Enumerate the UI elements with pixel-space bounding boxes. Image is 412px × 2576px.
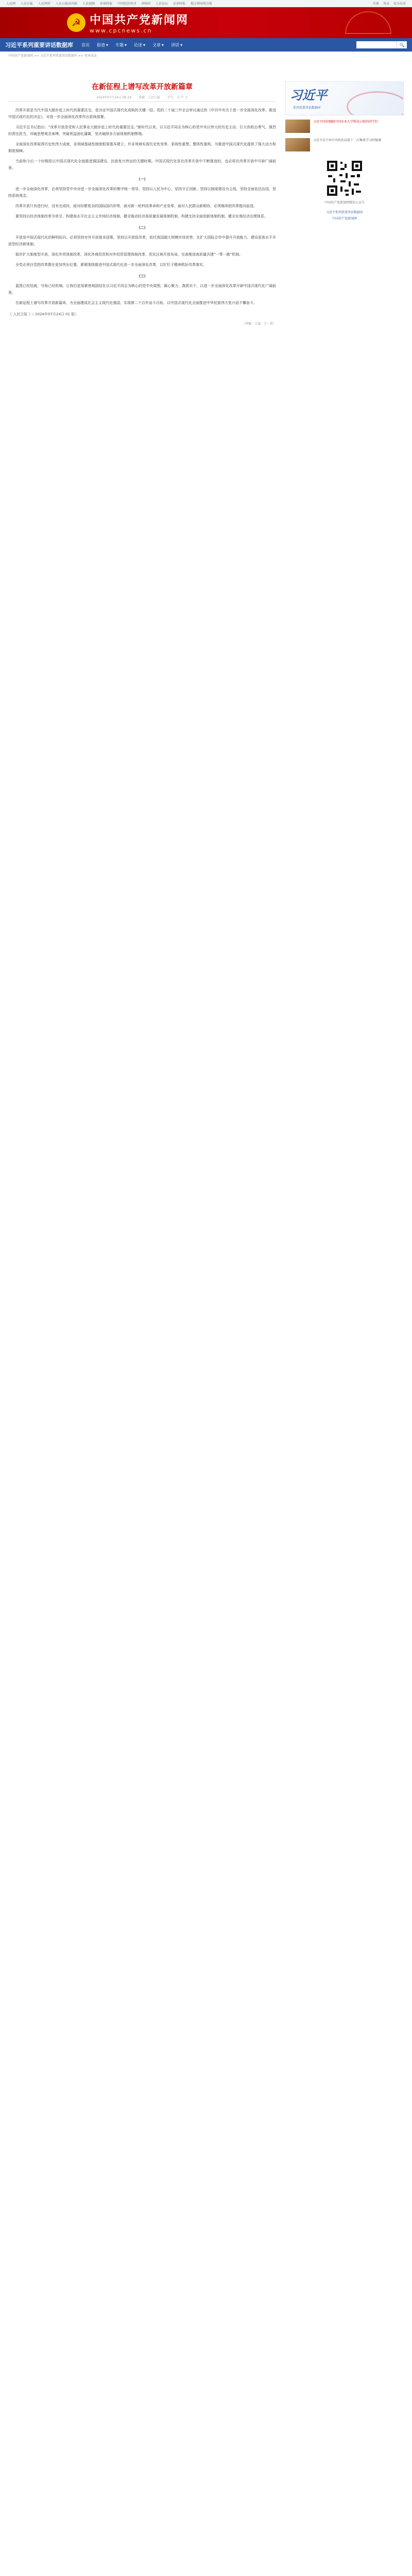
- top-link[interactable]: 中国经济周刊: [117, 2, 136, 6]
- main-content: [8, 59, 276, 326]
- chevron-down-icon: ▾: [125, 42, 127, 47]
- top-link[interactable]: 讲师团: [141, 2, 151, 6]
- search-box: [356, 41, 407, 48]
- search-input[interactable]: [356, 41, 397, 48]
- paragraph: 开放是中国式现代化的鲜明标识。必须坚持对外开放基本国策，坚持以开放促改革，依托我国超大规模市场优势，在扩大国际合作中提升开放能力，建设更高水平开放型经济新体制。: [8, 235, 276, 246]
- main-nav: [0, 38, 412, 52]
- site-banner: [0, 7, 412, 38]
- site-title: 中国共产党新闻网: [90, 13, 189, 27]
- nav-item-label: 首页: [81, 42, 90, 47]
- chevron-down-icon: ▾: [143, 42, 146, 47]
- top-links: [6, 1, 373, 6]
- sidebar-links: [285, 210, 404, 221]
- paragraph: 进一步全面深化改革，必须坚持党中央对进一步全面深化改革的集中统一领导，坚持以人民为中心，坚持守正创新，坚持以制度建设为主线，坚持全面依法治国，坚持系统观念。: [8, 187, 276, 198]
- font-size-control[interactable]: 字号：大 中 小: [167, 96, 188, 99]
- sidebar-link[interactable]: 中国共产党新闻网: [332, 217, 357, 221]
- chevron-down-icon: ▾: [106, 42, 109, 47]
- banner-title: 习近平: [290, 88, 327, 103]
- news-caption: 习近平在中共中央政治局第十二次集体学习时强调: [313, 139, 382, 142]
- paragraph: 稳步扩大制度型开放，深化外贸体制改革，深化外商投资和对外投资管理体制改革，优化区域开放布局，完善推进高质量共建“一带一路”机制。: [15, 252, 243, 257]
- news-caption: 习近平回信勉励中国农业大学科技小院的同学们: [313, 120, 379, 124]
- banner-subtitle: 系列重要讲话数据库: [293, 106, 321, 110]
- paragraph: 在新征程上谱写改革开放新篇章，为全面建成社会主义现代化强国、实现第二个百年奋斗目标，以中国式现代化全面推进中华民族伟大复兴而不懈奋斗。: [15, 301, 257, 305]
- nav-item-label: 文章: [152, 42, 161, 47]
- paragraph: 改革开放只有进行时，没有完成时。面对纷繁复杂的国际国内形势，面对新一轮科技革命和产业变革，面对人民群众新期待，必须继续把改革推向前进。: [15, 204, 257, 208]
- top-link[interactable]: 人民网评: [38, 2, 51, 6]
- news-thumbnail: [285, 120, 310, 133]
- article-body: [8, 107, 276, 326]
- qr-caption: 中国共产党新闻网微信公众号: [324, 201, 365, 205]
- publish-time: 2024年07月24日 08:19: [96, 96, 132, 99]
- nav-item-topics[interactable]: [115, 42, 127, 48]
- list-item[interactable]: [285, 138, 404, 151]
- divider: [8, 101, 276, 102]
- article-print-source: 《 人民日报 》（ 2024年07月24日 01 版）: [8, 312, 79, 316]
- paragraph: 蓝图已经绘就，号角已经吹响。让我们更加紧密地团结在以习近平同志为核心的党中央周围，凝心聚力、真抓实干，以进一步全面深化改革开辟中国式现代化广阔前景。: [8, 284, 276, 295]
- article-source: 来源：人民日报: [138, 96, 160, 99]
- banner-decoration: [345, 11, 391, 34]
- party-emblem-icon: ☭: [67, 13, 85, 32]
- sidebar-news-list: [285, 120, 404, 151]
- chevron-down-icon: ▾: [180, 42, 183, 47]
- search-icon[interactable]: 🔍: [397, 41, 407, 48]
- top-link[interactable]: 地方领导留言板: [191, 2, 213, 6]
- register-link[interactable]: 注册: [372, 2, 379, 6]
- paragraph: 全面深化改革取得历史性伟大成就，各领域基础性制度框架基本建立，许多领域实现历史性变革、系统性重塑、整体性重构，为推进中国式现代化提供了强大动力和制度保障。: [8, 142, 276, 153]
- paragraph: 改革开放是当代中国大踏步赶上时代的重要法宝，是决定中国式现代化成败的关键一招。党的二十届三中全会审议通过的《中共中央关于进一步全面深化改革、推进中国式现代化的决定》，对进一步全面深化改革作出系统部署。: [8, 108, 276, 119]
- top-link[interactable]: 证券时报: [173, 2, 186, 6]
- top-link[interactable]: 人民网: [6, 2, 16, 6]
- nav-items: [81, 42, 182, 48]
- news-thumbnail: [285, 138, 310, 151]
- database-banner[interactable]: [285, 81, 404, 115]
- top-link[interactable]: 环球时报: [100, 2, 113, 6]
- article-title: 在新征程上谱写改革开放新篇章: [92, 83, 193, 91]
- section-heading: （三）: [136, 274, 148, 278]
- nav-item-label: 论述: [134, 42, 143, 47]
- qr-code-icon: [325, 159, 364, 198]
- qr-code-box: [285, 159, 404, 205]
- article-editor: （责编：王淼、王一苗）: [242, 322, 276, 326]
- top-link[interactable]: 人民视频: [82, 2, 95, 6]
- section-heading: （二）: [136, 226, 148, 230]
- sidebar: [285, 59, 404, 326]
- nav-item-label: 讲话: [171, 42, 180, 47]
- nav-item-articles[interactable]: [152, 42, 164, 48]
- site-url: www.cpcnews.cn: [90, 27, 152, 34]
- nav-item-label: 报道: [97, 42, 105, 47]
- page-layout: [0, 59, 412, 326]
- top-link[interactable]: 人民日报: [21, 2, 33, 6]
- banner-wave: [347, 91, 404, 115]
- nav-item-home[interactable]: [81, 42, 90, 48]
- section-heading: （一）: [136, 177, 148, 181]
- paragraph: 当前和今后一个时期是以中国式现代化全面推进强国建设、民族复兴伟业的关键时期。中国式现代化是在改革开放中不断推进的，也必将在改革开放中开辟广阔前景。: [8, 159, 276, 170]
- paragraph: 全党必须自觉把改革摆在更加突出位置，紧紧围绕推进中国式现代化进一步全面深化改革，以钉钉子精神抓好改革落实。: [15, 263, 207, 267]
- nav-item-speeches[interactable]: [171, 42, 182, 48]
- paragraph: 要坚持以经济体制改革为牵引，构建高水平社会主义市场经济体制，健全推动经济高质量发展体制机制，构建支持全面创新体制机制，健全宏观经济治理体系。: [15, 214, 268, 218]
- top-link[interactable]: 人民日报海外版: [56, 2, 78, 6]
- list-item[interactable]: [285, 120, 404, 133]
- login-link[interactable]: 登录: [383, 2, 389, 6]
- top-link[interactable]: 人民论坛: [156, 2, 168, 6]
- nav-item-label: 专题: [115, 42, 124, 47]
- paragraph: 习近平总书记指出：“改革开放是党和人民事业大踏步赶上时代的重要法宝。”新时代以来，以习近平同志为核心的党中央以伟大的历史主动、巨大的政治勇气、强烈的责任担当，冲破思想观念束缚，突破利益固化藩篱，坚决破除各方面体制机制弊端。: [8, 125, 276, 136]
- nav-item-reports[interactable]: [97, 42, 108, 48]
- sidebar-link[interactable]: 习近平系列重要讲话数据库: [325, 211, 363, 214]
- article-meta: [8, 95, 276, 99]
- top-right-links: [373, 1, 406, 6]
- chevron-down-icon: ▾: [162, 42, 164, 47]
- set-homepage-link[interactable]: 设为首页: [393, 2, 406, 6]
- breadcrumb: 中国共产党新闻网 >> 习近平系列重要讲话数据库 >> 领导活动: [8, 54, 97, 58]
- section-title[interactable]: 习近平系列重要讲话数据库: [5, 42, 73, 48]
- top-bar: [0, 0, 412, 7]
- site-brand[interactable]: [90, 11, 188, 34]
- nav-item-discourse[interactable]: [134, 42, 145, 48]
